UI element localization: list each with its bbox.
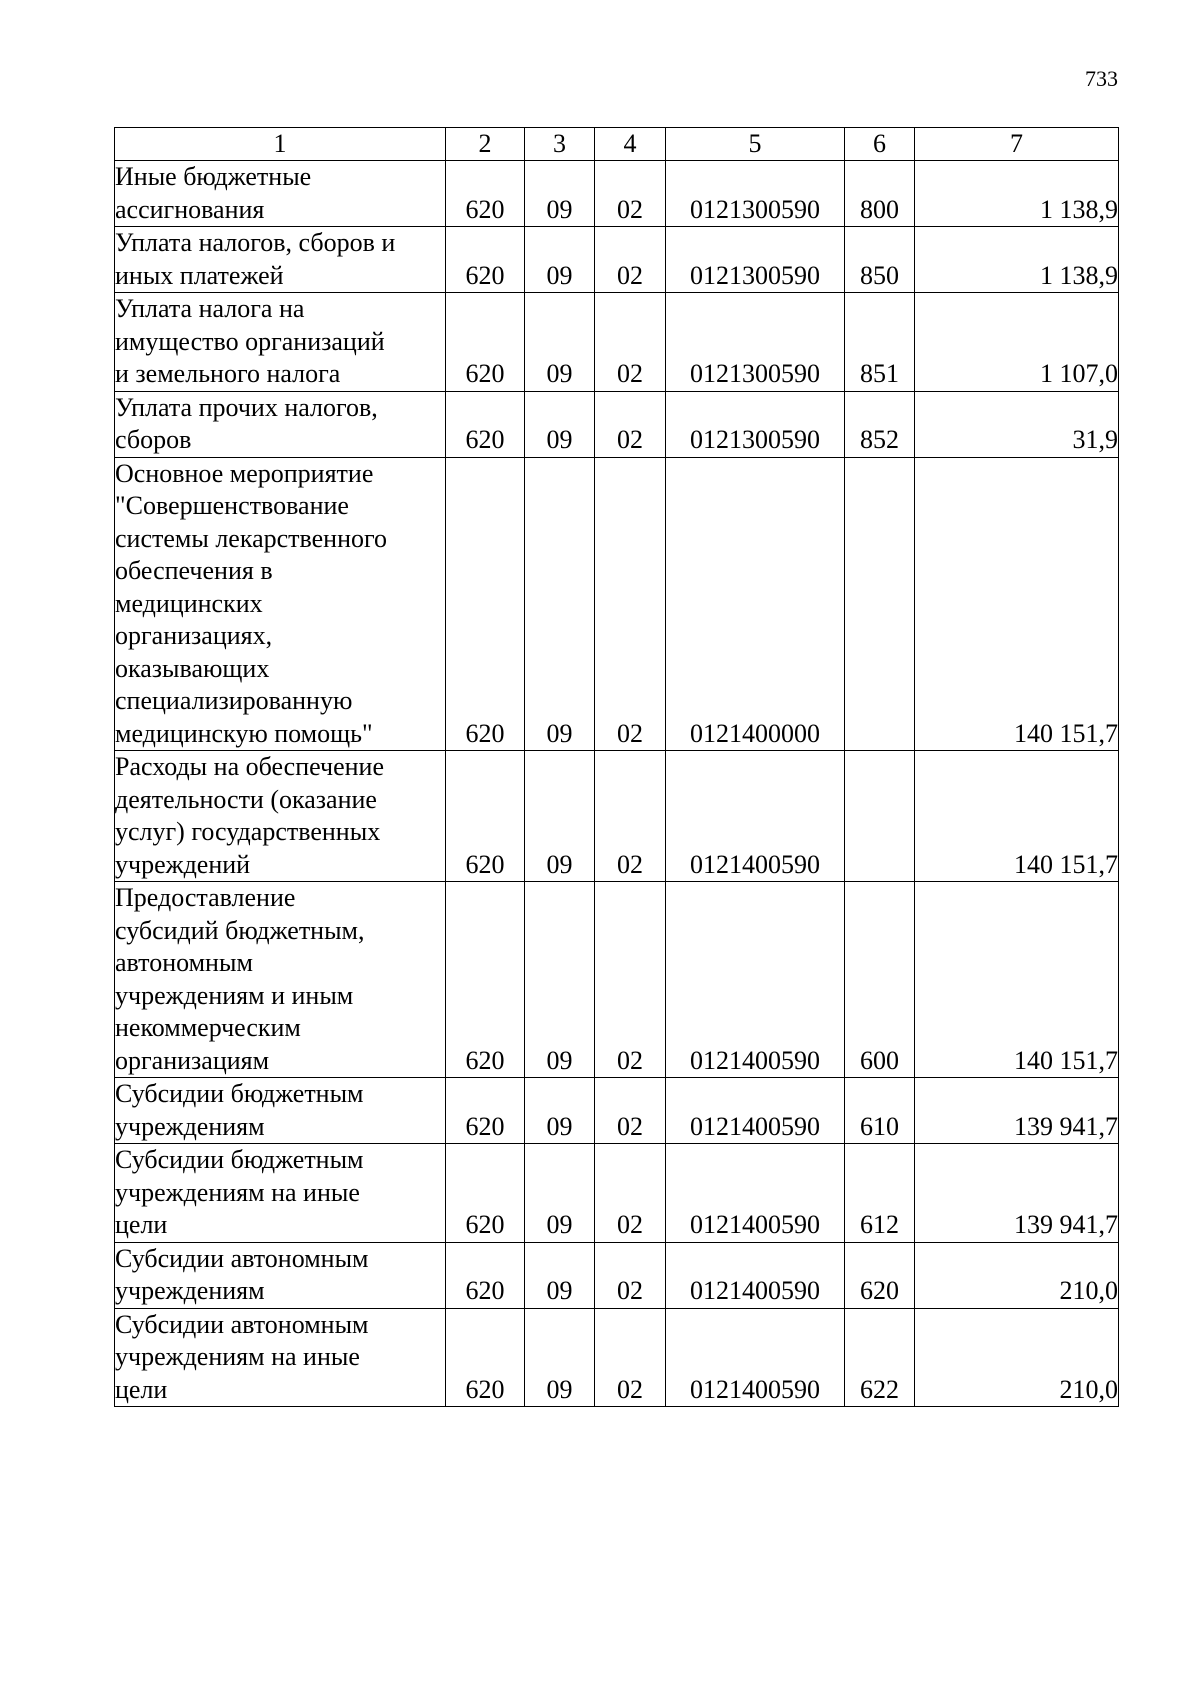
row-code-target: 0121400590 xyxy=(666,1308,845,1407)
row-code-subsection: 02 xyxy=(595,1144,666,1243)
header-row xyxy=(115,128,1119,161)
row-code-expense-type: 622 xyxy=(845,1308,915,1407)
row-code-subsection: 02 xyxy=(595,391,666,457)
row-code-target: 0121400590 xyxy=(666,751,845,882)
table-row xyxy=(115,1242,1119,1308)
row-code-ministry: 620 xyxy=(446,751,525,882)
row-code-expense-type: 600 xyxy=(845,882,915,1078)
row-code-expense-type: 620 xyxy=(845,1242,915,1308)
table-row xyxy=(115,882,1119,1078)
row-code-ministry: 620 xyxy=(446,1242,525,1308)
row-code-section: 09 xyxy=(525,293,595,392)
row-code-target: 0121400590 xyxy=(666,1078,845,1144)
row-code-subsection: 02 xyxy=(595,457,666,751)
row-code-subsection: 02 xyxy=(595,882,666,1078)
row-code-ministry: 620 xyxy=(446,1308,525,1407)
row-code-target: 0121300590 xyxy=(666,293,845,392)
table-row xyxy=(115,457,1119,751)
row-code-subsection: 02 xyxy=(595,227,666,293)
row-code-expense-type: 800 xyxy=(845,161,915,227)
table-body xyxy=(115,161,1119,1407)
header-col-6: 6 xyxy=(845,128,915,161)
row-code-expense-type: 612 xyxy=(845,1144,915,1243)
row-code-expense-type xyxy=(845,457,915,751)
table-row xyxy=(115,391,1119,457)
row-code-subsection: 02 xyxy=(595,293,666,392)
row-code-subsection: 02 xyxy=(595,161,666,227)
row-code-ministry: 620 xyxy=(446,161,525,227)
row-code-subsection: 02 xyxy=(595,751,666,882)
row-code-subsection: 02 xyxy=(595,1308,666,1407)
row-amount: 210,0 xyxy=(915,1242,1119,1308)
row-code-section: 09 xyxy=(525,1308,595,1407)
table-row xyxy=(115,161,1119,227)
table-row xyxy=(115,751,1119,882)
row-amount: 31,9 xyxy=(915,391,1119,457)
budget-table xyxy=(114,127,1119,1407)
table-row xyxy=(115,1078,1119,1144)
row-amount: 139 941,7 xyxy=(915,1078,1119,1144)
row-code-target: 0121300590 xyxy=(666,391,845,457)
row-code-expense-type: 850 xyxy=(845,227,915,293)
row-name: Уплата налогов, сборов и иных платежей xyxy=(115,227,446,293)
row-code-section: 09 xyxy=(525,457,595,751)
row-code-expense-type: 851 xyxy=(845,293,915,392)
row-code-expense-type: 610 xyxy=(845,1078,915,1144)
row-code-ministry: 620 xyxy=(446,1078,525,1144)
row-code-target: 0121300590 xyxy=(666,227,845,293)
row-code-section: 09 xyxy=(525,391,595,457)
row-code-target: 0121300590 xyxy=(666,161,845,227)
table-header xyxy=(115,128,1119,161)
table-row xyxy=(115,293,1119,392)
row-code-target: 0121400590 xyxy=(666,1144,845,1243)
row-name: Субсидии автономным учреждениям на иные цели xyxy=(115,1308,446,1407)
row-code-ministry: 620 xyxy=(446,227,525,293)
row-name: Предоставление субсидий бюджетным, автономным учреждениям и иным некоммерческим организациям xyxy=(115,882,446,1078)
row-code-section: 09 xyxy=(525,161,595,227)
row-amount: 139 941,7 xyxy=(915,1144,1119,1243)
row-code-ministry: 620 xyxy=(446,882,525,1078)
row-amount: 140 151,7 xyxy=(915,751,1119,882)
row-amount: 140 151,7 xyxy=(915,882,1119,1078)
table-row xyxy=(115,1308,1119,1407)
header-col-1: 1 xyxy=(115,128,446,161)
row-code-expense-type: 852 xyxy=(845,391,915,457)
row-code-expense-type xyxy=(845,751,915,882)
header-col-7: 7 xyxy=(915,128,1119,161)
table-row xyxy=(115,227,1119,293)
row-code-ministry: 620 xyxy=(446,293,525,392)
row-code-target: 0121400590 xyxy=(666,1242,845,1308)
row-name: Иные бюджетные ассигнования xyxy=(115,161,446,227)
row-amount: 1 107,0 xyxy=(915,293,1119,392)
row-name: Субсидии бюджетным учреждениям на иные цели xyxy=(115,1144,446,1243)
header-col-3: 3 xyxy=(525,128,595,161)
row-code-section: 09 xyxy=(525,1078,595,1144)
header-col-5: 5 xyxy=(666,128,845,161)
page-number: 733 xyxy=(1085,66,1118,91)
row-code-target: 0121400590 xyxy=(666,882,845,1078)
table-row xyxy=(115,1144,1119,1243)
row-amount: 1 138,9 xyxy=(915,161,1119,227)
row-code-section: 09 xyxy=(525,227,595,293)
row-code-ministry: 620 xyxy=(446,391,525,457)
row-amount: 1 138,9 xyxy=(915,227,1119,293)
header-col-2: 2 xyxy=(446,128,525,161)
row-code-section: 09 xyxy=(525,1144,595,1243)
row-code-subsection: 02 xyxy=(595,1078,666,1144)
row-code-section: 09 xyxy=(525,1242,595,1308)
row-name: Уплата прочих налогов, сборов xyxy=(115,391,446,457)
row-name: Расходы на обеспечение деятельности (оказание услуг) государственных учреждений xyxy=(115,751,446,882)
row-name: Субсидии бюджетным учреждениям xyxy=(115,1078,446,1144)
row-name: Основное мероприятие "Совершенствование системы лекарственного обеспечения в медицинских организациях, оказывающих специализированную медицинскую помощь" xyxy=(115,457,446,751)
row-name: Субсидии автономным учреждениям xyxy=(115,1242,446,1308)
row-code-ministry: 620 xyxy=(446,1144,525,1243)
row-code-target: 0121400000 xyxy=(666,457,845,751)
row-code-section: 09 xyxy=(525,751,595,882)
row-code-section: 09 xyxy=(525,882,595,1078)
row-code-ministry: 620 xyxy=(446,457,525,751)
row-code-subsection: 02 xyxy=(595,1242,666,1308)
header-col-4: 4 xyxy=(595,128,666,161)
row-amount: 140 151,7 xyxy=(915,457,1119,751)
row-name: Уплата налога на имущество организаций и земельного налога xyxy=(115,293,446,392)
row-amount: 210,0 xyxy=(915,1308,1119,1407)
